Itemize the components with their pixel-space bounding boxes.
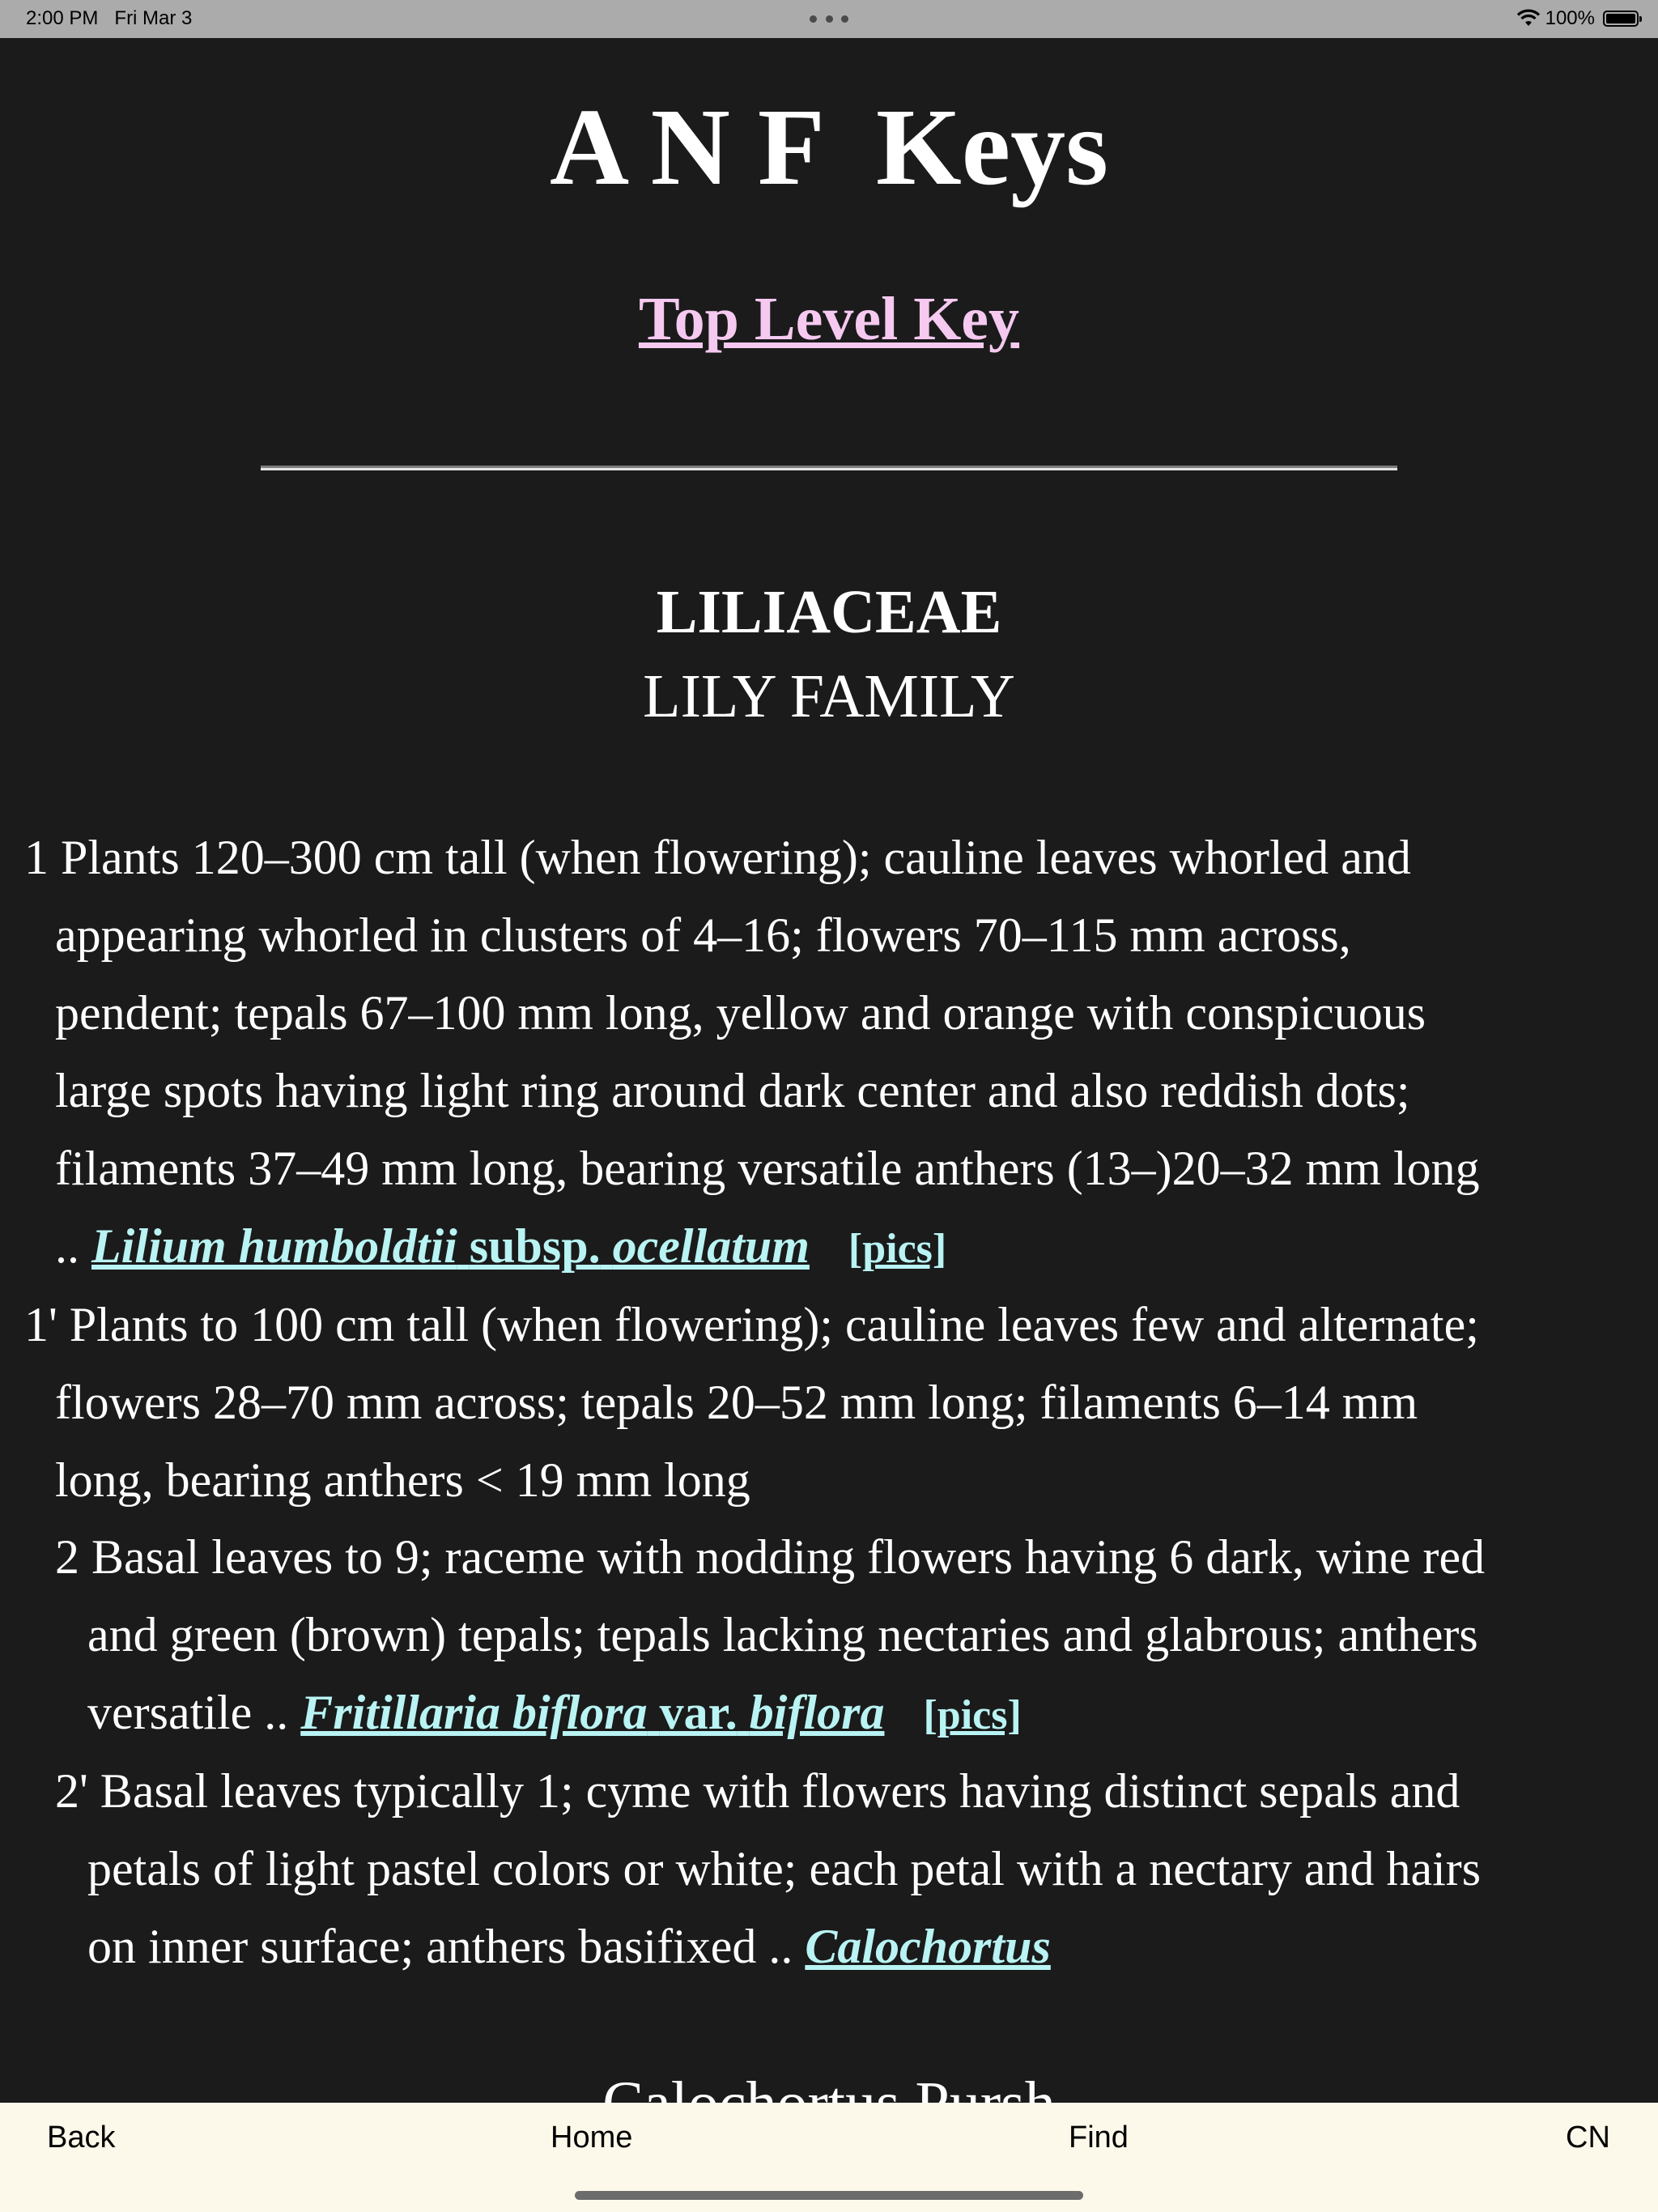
top-level-key-link[interactable]: Top Level Key (638, 285, 1020, 353)
key-line: appearing whorled in clusters of 4–16; flowers 70–115 mm across, (55, 908, 1351, 962)
content-area[interactable] (0, 38, 1658, 2103)
status-indicators (1516, 7, 1639, 30)
battery-icon (1603, 11, 1639, 27)
key-line: 1 Plants 120–300 cm tall (when flowering); cauline leaves whorled and (24, 831, 1411, 884)
lead-prefix: .. (55, 1219, 79, 1273)
multitasking-dots-icon[interactable] (810, 0, 848, 38)
pics-link-fritillaria[interactable]: [pics] (923, 1692, 1022, 1738)
key-lead-line (87, 1917, 1051, 1976)
battery-percent: 100% (1545, 7, 1595, 29)
wifi-icon (1516, 10, 1541, 28)
family-common-name: LILY FAMILY (643, 662, 1015, 730)
top-key-row (0, 284, 1658, 355)
taxon-link-calochortus[interactable]: Calochortus (805, 1920, 1051, 1973)
bottom-toolbar (0, 2103, 1658, 2212)
status-time: 2:00 PM Fri Mar 3 (26, 7, 193, 29)
taxon-link-fritillaria[interactable]: Fritillaria biflora var. biflora (300, 1686, 885, 1739)
key-line: filaments 37–49 mm long, bearing versatile anthers (13–)20–32 mm long (55, 1142, 1480, 1195)
key-line: petals of light pastel colors or white; each petal with a nectary and hairs (87, 1842, 1482, 1895)
home-indicator[interactable] (575, 2191, 1083, 2200)
key-lead-line (87, 1683, 1022, 1742)
divider (261, 466, 1397, 470)
find-button[interactable]: Find (1069, 2121, 1129, 2155)
lead-prefix: versatile .. (87, 1686, 289, 1739)
key-line: flowers 28–70 mm across; tepals 20–52 mm long; filaments 6–14 mm (55, 1376, 1418, 1429)
page-title: A N F Keys (549, 87, 1109, 208)
key-line: and green (brown) tepals; tepals lacking nectaries and glabrous; anthers (87, 1608, 1478, 1661)
pics-link-lilium[interactable]: [pics] (848, 1226, 947, 1272)
status-date: Fri Mar 3 (114, 7, 193, 29)
home-button[interactable]: Home (551, 2121, 633, 2155)
key-line: 2' Basal leaves typically 1; cyme with flowers having distinct sepals and (55, 1764, 1460, 1818)
cn-button[interactable]: CN (1566, 2121, 1610, 2155)
taxon-link-lilium[interactable]: Lilium humboldtii subsp. ocellatum (91, 1219, 810, 1273)
family-name: LILIACEAE (656, 578, 1002, 646)
key-line: 1' Plants to 100 cm tall (when flowering); cauline leaves few and alternate; (24, 1298, 1479, 1351)
back-button[interactable]: Back (47, 2121, 116, 2155)
key-line: large spots having light ring around dark center and also reddish dots; (55, 1064, 1410, 1117)
key-line: 2 Basal leaves to 9; raceme with nodding flowers having 6 dark, wine red (55, 1530, 1486, 1584)
key-lead-line (55, 1217, 946, 1275)
lead-prefix: on inner surface; anthers basifixed .. (87, 1920, 793, 1973)
status-bar (0, 0, 1658, 38)
key-line: long, bearing anthers < 19 mm long (55, 1453, 750, 1507)
key-line: pendent; tepals 67–100 mm long, yellow and orange with conspicuous (55, 986, 1426, 1040)
